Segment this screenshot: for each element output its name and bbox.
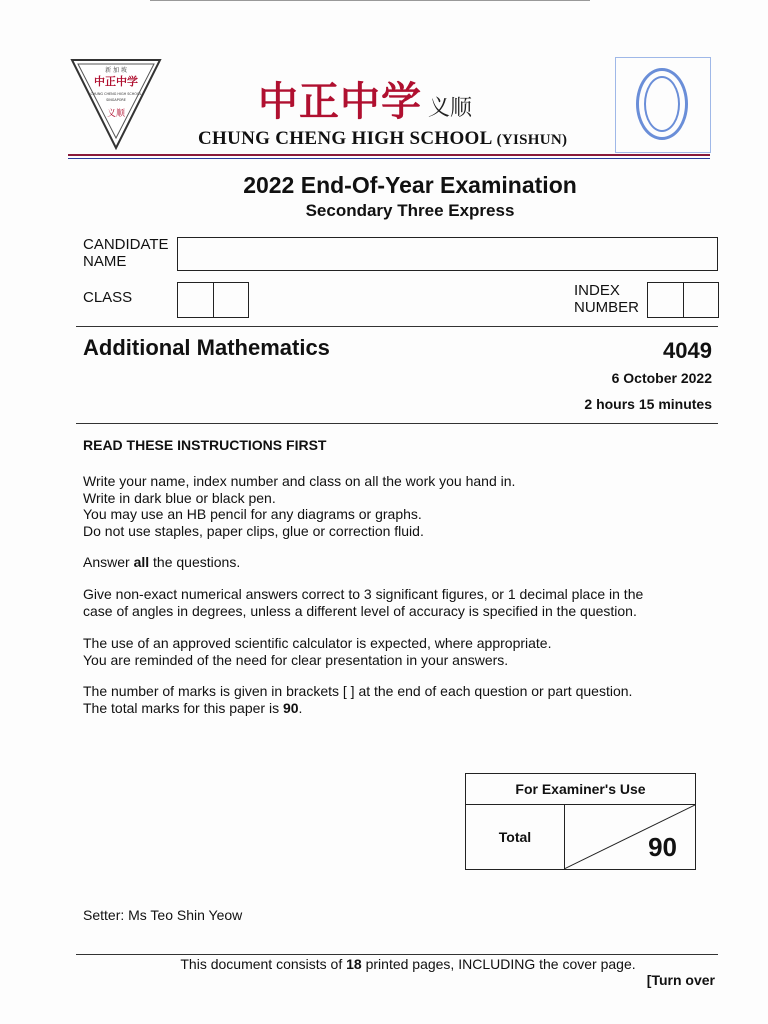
level-o-mark-inner bbox=[644, 76, 680, 132]
exam-duration: 2 hours 15 minutes bbox=[584, 396, 712, 412]
school-branch-cn: 义顺 bbox=[428, 96, 473, 121]
exam-subtitle: Secondary Three Express bbox=[305, 201, 515, 220]
examiners-use-table bbox=[465, 773, 696, 870]
crest-country: SINGAPORE bbox=[106, 98, 126, 102]
school-name-chinese bbox=[258, 70, 472, 127]
instructions-heading: READ THESE INSTRUCTIONS FIRST bbox=[83, 437, 327, 453]
candidate-name-field[interactable] bbox=[177, 237, 718, 271]
examiners-use-heading: For Examiner's Use bbox=[466, 774, 695, 805]
instructions-marks: The number of marks is given in brackets [ ] at the end of each question or part question. The total marks for this paper is 90. bbox=[83, 683, 633, 716]
divider bbox=[76, 326, 718, 327]
crest-branch-cn: 义顺 bbox=[106, 109, 126, 119]
school-branch-en: (YISHUN) bbox=[496, 132, 568, 148]
school-name-cn: 中正中学 bbox=[258, 78, 422, 125]
page-count-note: This document consists of 18 printed pages, INCLUDING the cover page. bbox=[180, 956, 636, 972]
level-o-mark-box bbox=[615, 57, 711, 153]
setter-name: Setter: Ms Teo Shin Yeow bbox=[83, 907, 243, 923]
turn-over-note: [Turn over bbox=[646, 972, 715, 988]
total-label: Total bbox=[466, 805, 565, 869]
subject-title: Additional Mathematics bbox=[83, 335, 330, 360]
exam-title: 2022 End-Of-Year Examination bbox=[243, 172, 577, 198]
index-number-label: INDEX NUMBER bbox=[574, 282, 640, 316]
exam-date: 6 October 2022 bbox=[611, 370, 712, 386]
paper-code: 4049 bbox=[663, 338, 712, 363]
top-rule bbox=[150, 0, 590, 1]
class-label: CLASS bbox=[83, 289, 133, 306]
crest-name-en: CHUNG CHENG HIGH SCHOOL bbox=[90, 92, 142, 96]
crest-top-text: 新 加 坡 bbox=[105, 67, 127, 74]
index-cell-2[interactable] bbox=[683, 283, 718, 317]
instructions-accuracy: Give non-exact numerical answers correct to 3 significant figures, or 1 decimal place in the case of angles in degrees, unless a different level of accuracy is specified in the question. bbox=[83, 586, 644, 619]
header-rule-maroon bbox=[68, 154, 710, 156]
instructions-general: Write your name, index number and class on all the work you hand in. Write in dark blue or black pen. You may use an HB pencil for any diagrams or graphs. Do not use staples, paper clips, glue or correction fluid. bbox=[83, 473, 516, 539]
divider bbox=[76, 423, 718, 424]
candidate-name-label: CANDIDATE NAME bbox=[83, 236, 169, 270]
school-crest-logo bbox=[70, 58, 162, 150]
class-cell-2[interactable] bbox=[213, 283, 248, 317]
total-marks-value: 90 bbox=[648, 832, 677, 862]
instructions-answer-all: Answer all the questions. bbox=[83, 554, 241, 570]
header-rule-blue bbox=[68, 158, 710, 159]
index-number-field[interactable] bbox=[647, 282, 719, 318]
index-cell-1[interactable] bbox=[648, 283, 683, 317]
school-name-en: CHUNG CHENG HIGH SCHOOL bbox=[198, 128, 492, 149]
footer-rule bbox=[76, 954, 718, 955]
class-field[interactable] bbox=[177, 282, 249, 318]
crest-name-cn: 中正中学 bbox=[94, 75, 138, 88]
class-cell-1[interactable] bbox=[178, 283, 213, 317]
school-name-english bbox=[198, 128, 567, 150]
instructions-calculator: The use of an approved scientific calculator is expected, where appropriate. You are reminded of the need for clear presentation in your answers. bbox=[83, 635, 552, 668]
